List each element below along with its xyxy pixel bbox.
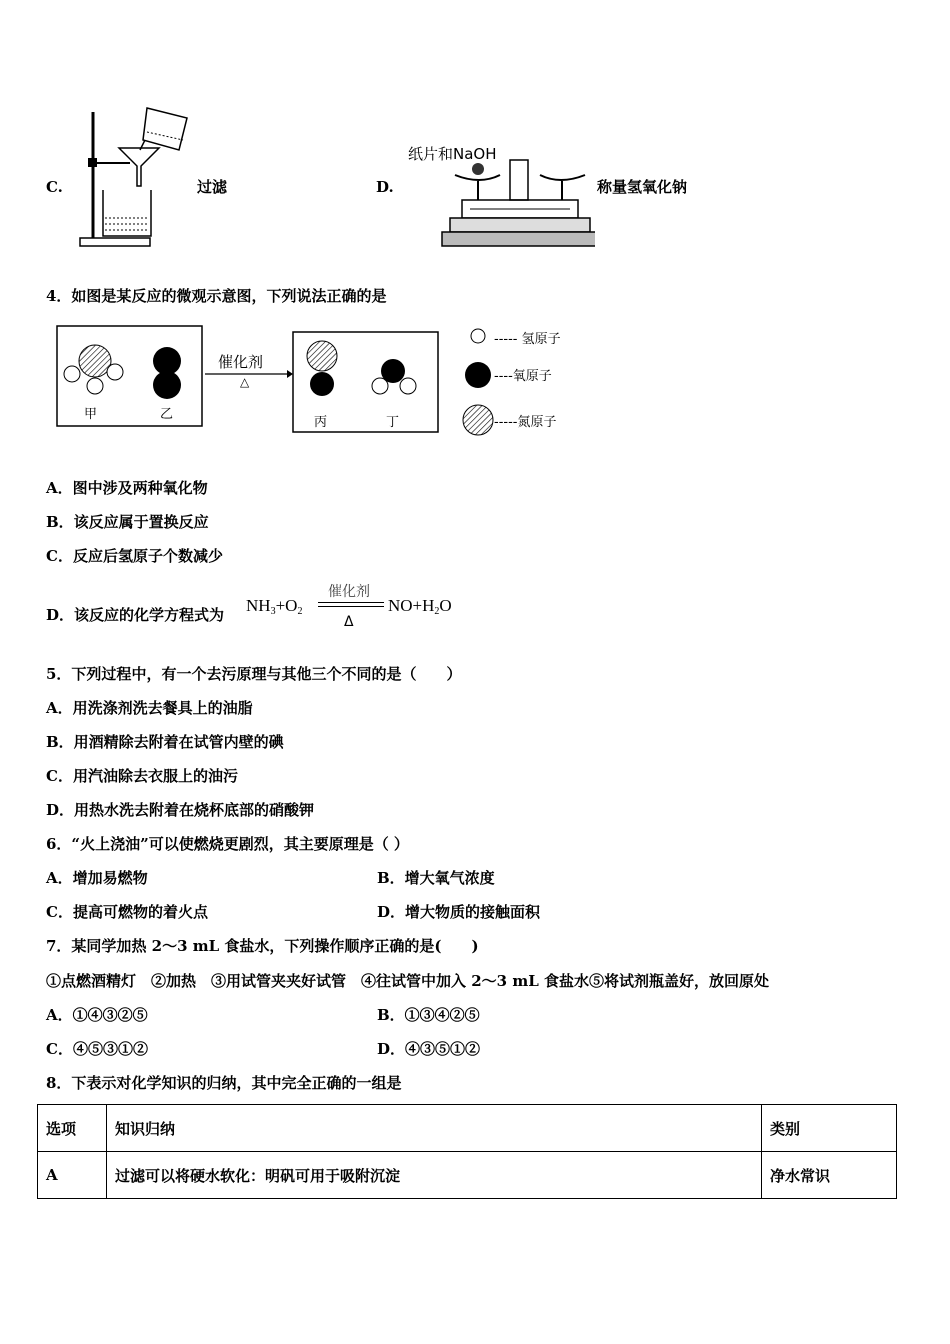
q7-option-a: A．①④③②⑤ <box>46 1006 148 1024</box>
reactant-label-yi: 乙 <box>160 407 174 422</box>
q7-steps: ①点燃酒精灯 ②加热 ③用试管夹夹好试管 ④往试管中加入 2～3 mL 食盐水⑤将试剂瓶盖好，放回原处 <box>46 972 769 990</box>
q7-stem: 7．某同学加热 2～3 mL 食盐水，下列操作顺序正确的是( ) <box>46 937 479 955</box>
table-header-option: 选项 <box>38 1105 107 1152</box>
q5-option-b: B．用酒精除去附着在试管内壁的碘 <box>46 733 284 751</box>
q6-option-c: C．提高可燃物的着火点 <box>46 903 208 921</box>
legend-hydrogen: ----- 氢原子 <box>494 332 561 347</box>
q4-stem: 4．如图是某反应的微观示意图，下列说法正确的是 <box>46 287 387 305</box>
equation-catalyst: 催化剂 <box>328 584 370 600</box>
q7-option-d: D．④③⑤①② <box>377 1040 481 1058</box>
balance-label: 纸片和NaOH <box>408 145 497 163</box>
table-header-category: 类别 <box>762 1105 897 1152</box>
q4-option-a: A．图中涉及两种氧化物 <box>46 479 208 497</box>
q6-stem: 6．“火上浇油”可以使燃烧更剧烈，其主要原理是（ ） <box>46 835 409 853</box>
q5-option-a: A．用洗涤剂洗去餐具上的油脂 <box>46 699 253 717</box>
equation-double-line <box>318 602 384 607</box>
q3-option-c-caption: 过滤 <box>197 178 228 196</box>
q5-option-c: C．用汽油除去衣服上的油污 <box>46 767 238 785</box>
q3-option-d-letter: D. <box>376 178 394 196</box>
legend-oxygen: ----氧原子 <box>494 369 552 384</box>
reactant-label-jia: 甲 <box>84 407 98 422</box>
q4-option-c: C．反应后氢原子个数减少 <box>46 547 223 565</box>
q4-option-b: B．该反应属于置换反应 <box>46 513 209 531</box>
table-header-knowledge: 知识归纳 <box>107 1105 762 1152</box>
balance-image <box>440 155 595 250</box>
q3-option-d-caption: 称量氢氧化钠 <box>597 178 688 196</box>
product-label-ding: 丁 <box>386 415 400 430</box>
q5-stem: 5．下列过程中，有一个去污原理与其他三个不同的是（ ） <box>46 665 462 683</box>
q6-option-b: B．增大氧气浓度 <box>377 869 495 887</box>
table-header-row <box>38 1105 897 1152</box>
table-cell-category: 净水常识 <box>762 1152 897 1199</box>
equation-heat: Δ <box>344 614 354 630</box>
q8-stem: 8．下表示对化学知识的归纳，其中完全正确的一组是 <box>46 1074 402 1092</box>
filtration-apparatus-image <box>75 100 200 250</box>
q5-option-d: D．用热水洗去附着在烧杯底部的硝酸钾 <box>46 801 315 819</box>
arrow-heat-label: △ <box>240 375 250 389</box>
product-label-bing: 丙 <box>314 415 328 430</box>
q7-option-b: B．①③④②⑤ <box>377 1006 480 1024</box>
legend-nitrogen: -----氮原子 <box>494 415 557 430</box>
knowledge-table <box>37 1104 897 1199</box>
q4-option-d-prefix: D．该反应的化学方程式为 <box>46 606 225 624</box>
equation-left: NH3+O2 <box>246 596 303 617</box>
arrow-catalyst-label: 催化剂 <box>218 353 264 371</box>
table-row <box>38 1152 897 1199</box>
q7-option-c: C．④⑤③①② <box>46 1040 148 1058</box>
table-cell-option: A <box>38 1152 107 1199</box>
q6-option-a: A．增加易燃物 <box>46 869 148 887</box>
q6-option-d: D．增大物质的接触面积 <box>377 903 541 921</box>
equation-right: NO+H2O <box>388 596 452 617</box>
table-cell-knowledge: 过滤可以将硬水软化：明矾可用于吸附沉淀 <box>107 1152 762 1199</box>
q3-option-c-letter: C. <box>46 178 63 196</box>
